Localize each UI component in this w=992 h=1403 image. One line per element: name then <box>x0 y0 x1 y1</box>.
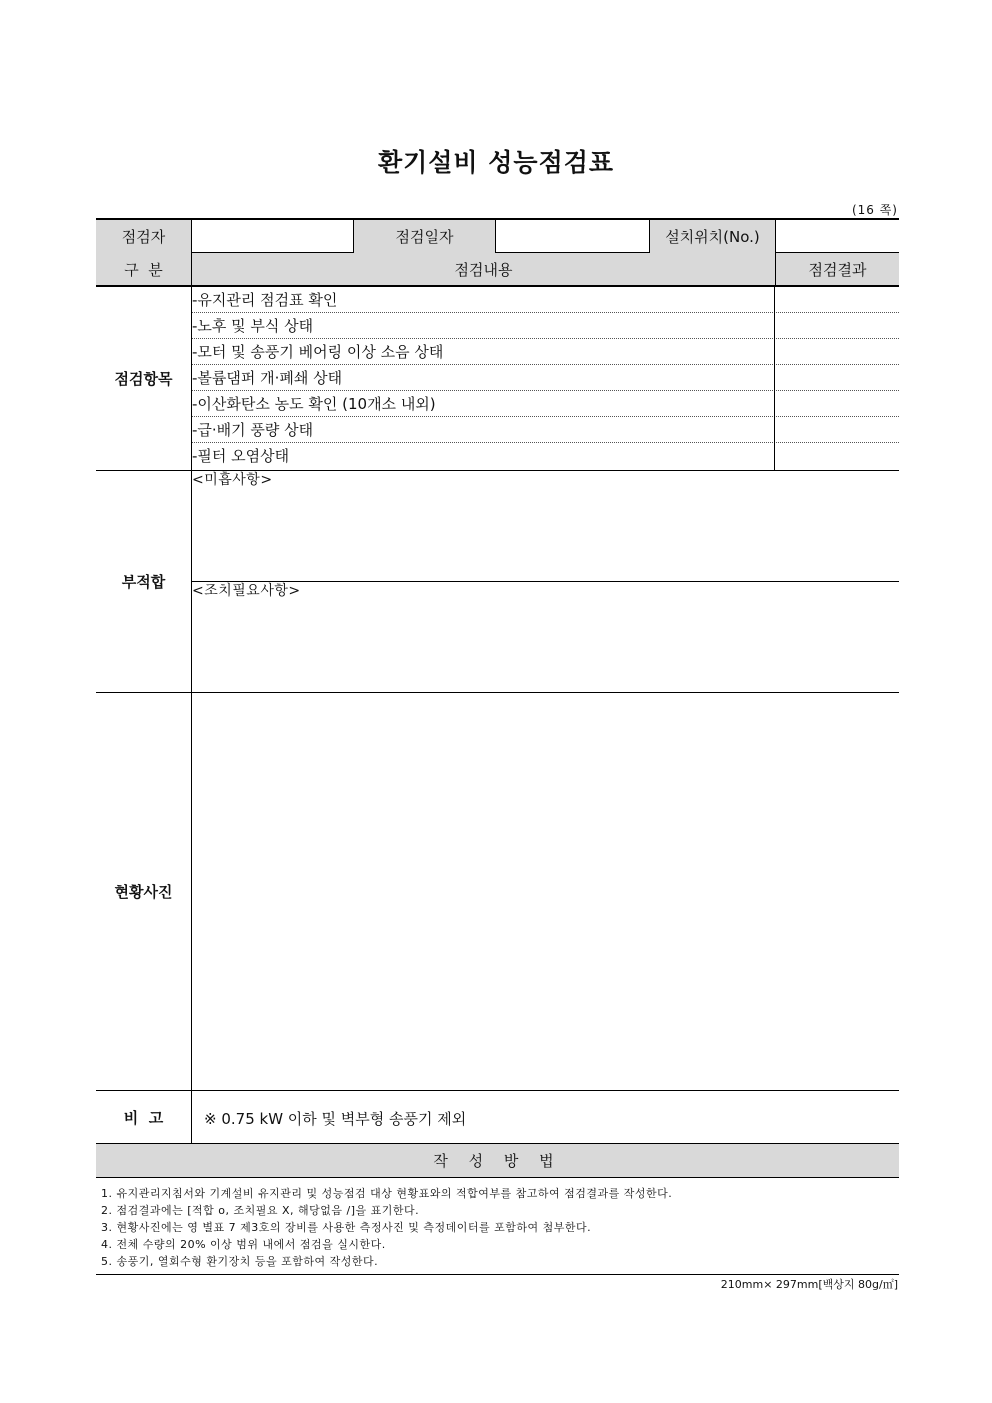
check-item-result[interactable] <box>775 313 899 339</box>
check-items-label: 점검항목 <box>96 287 192 470</box>
list-item <box>192 443 899 470</box>
method-item: 2. 점검결과에는 [적합 o, 조치필요 X, 해당없음 /]을 표기한다. <box>101 1204 420 1217</box>
check-item-text: -볼륨댐퍼 개·폐쇄 상태 <box>192 365 775 391</box>
date-label: 점검일자 <box>354 220 496 253</box>
result-header: 점검결과 <box>808 260 867 279</box>
check-item-text: -유지관리 점검표 확인 <box>192 287 775 313</box>
photo-label: 현황사진 <box>96 692 192 1090</box>
page-number: (16 쪽) <box>851 203 898 217</box>
location-label: 설치위치(No.) <box>650 220 776 253</box>
list-item <box>192 365 899 391</box>
inspector-field[interactable] <box>192 220 354 253</box>
page-title: 환기설비 성능점검표 <box>377 148 615 177</box>
content-header: 점검내용 <box>192 253 776 285</box>
check-item-text: -모터 및 송풍기 베어링 이상 소음 상태 <box>192 339 775 365</box>
method-list <box>101 1185 672 1270</box>
date-field[interactable] <box>496 220 650 253</box>
header-row <box>96 220 899 253</box>
method-item: 3. 현황사진에는 영 별표 7 제3호의 장비를 사용한 측정사진 및 측정데이터를 포함하여 첨부한다. <box>101 1221 592 1234</box>
photo-area[interactable] <box>192 693 899 1090</box>
nonconformity-label: 부적합 <box>96 470 192 692</box>
method-item: 5. 송풍기, 열회수형 환기장치 등을 포함하여 작성한다. <box>101 1255 379 1268</box>
list-item <box>192 313 899 339</box>
paper-spec: 210mm× 297mm[백상지 80g/㎡] <box>720 1278 898 1291</box>
check-item-result[interactable] <box>775 417 899 443</box>
column-header-row <box>96 253 899 287</box>
check-item-text: -노후 및 부식 상태 <box>192 313 775 339</box>
action-needed-field[interactable] <box>192 603 899 691</box>
inspector-label: 점검자 <box>96 220 192 253</box>
check-item-result[interactable] <box>775 287 899 313</box>
method-title: 작 성 방 법 <box>96 1144 899 1178</box>
remarks-label: 비 고 <box>96 1090 192 1145</box>
insufficient-label: <미흡사항> <box>192 472 273 488</box>
category-header: 구 분 <box>96 253 192 285</box>
location-field[interactable] <box>776 220 899 253</box>
list-item <box>192 287 899 313</box>
method-item: 4. 전체 수량의 20% 이상 범위 내에서 점검을 실시한다. <box>101 1238 386 1251</box>
check-item-text: -급·배기 풍량 상태 <box>192 417 775 443</box>
check-items-list <box>192 287 899 470</box>
inspection-form <box>96 218 899 1145</box>
insufficient-field[interactable] <box>192 492 899 580</box>
list-item <box>192 391 899 417</box>
check-item-text: -필터 오염상태 <box>192 443 775 470</box>
list-item <box>192 417 899 443</box>
check-item-result[interactable] <box>775 365 899 391</box>
divider <box>96 1090 899 1091</box>
method-item: 1. 유지관리지침서와 기계설비 유지관리 및 성능점검 대상 현황표와의 적합여부를 참고하여 점검결과를 작성한다. <box>101 1187 673 1200</box>
remarks-text: ※ 0.75 kW 이하 및 벽부형 송풍기 제외 <box>204 1110 467 1128</box>
check-item-result[interactable] <box>775 339 899 365</box>
list-item <box>192 339 899 365</box>
action-needed-label: <조치필요사항> <box>192 583 301 599</box>
footer-divider <box>96 1274 899 1275</box>
check-item-text: -이산화탄소 농도 확인 (10개소 내외) <box>192 391 775 417</box>
check-item-result[interactable] <box>775 391 899 417</box>
check-item-result[interactable] <box>775 443 899 469</box>
